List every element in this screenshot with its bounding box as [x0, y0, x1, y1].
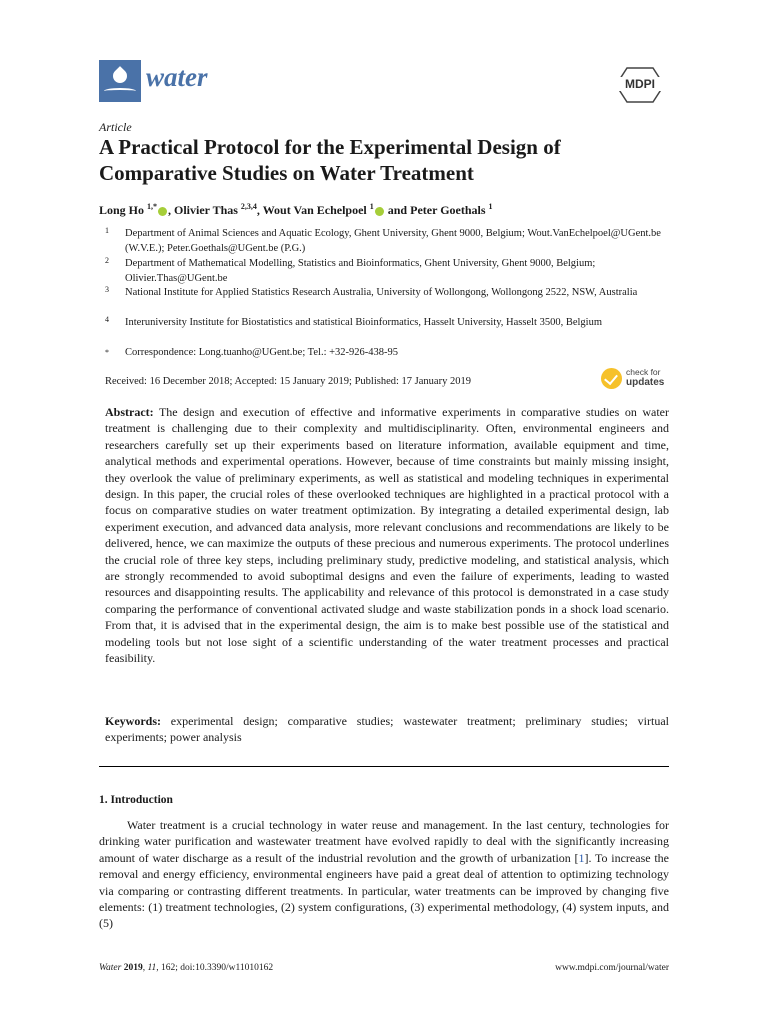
- keywords-text: experimental design; comparative studies; wastewater treatment; preliminary studies; virtual experiments; power analysis: [105, 714, 670, 745]
- journal-name: water: [146, 62, 208, 92]
- footer-citation: Water 2019, 11, 162; doi:10.3390/w11010162: [99, 963, 274, 973]
- author-list: Long Ho $^{1,*}$ , Olivier Thas $^{2,3,4}$, Wout Van Echelpoel $^1$ and Peter Goethals $^1$: [99, 202, 493, 217]
- affiliation-number: 3: [105, 285, 109, 294]
- intro-text-part2: ]. To increase the removal and energy efficiency, environmental engineers have paid a great deal of attention to optimizing technology via comparing or contrasting different treatments. In particular, water treatments can be improved by changing five elements: (1) treatment technologies, (2) system configurations, (3) experimental methodology, (4) system inputs, and (5): [99, 850, 669, 931]
- affiliation-number: 1: [105, 226, 109, 235]
- author-name: Wout Van Echelpoel: [262, 203, 367, 217]
- author-affiliation-marker: 1,*: [147, 202, 158, 211]
- affiliation-number: 2: [105, 256, 109, 265]
- footer-doi: , 162; doi:10.3390/w11010162: [156, 963, 274, 973]
- footer-journal: Water: [99, 963, 122, 973]
- author-name: Olivier Thas: [174, 203, 238, 217]
- abstract: [105, 404, 669, 667]
- section-heading: 1. Introduction: [99, 794, 173, 806]
- correspondence-marker: *: [105, 348, 109, 357]
- affiliation-text: National Institute for Applied Statistics Research Australia, University of Wollongong, Wollongong 2522, NSW, Australia: [125, 287, 638, 298]
- footer-url[interactable]: www.mdpi.com/journal/water: [555, 963, 669, 973]
- intro-text-part1: Water treatment is a crucial technology in water reuse and management. In the last century, technologies for drinking water purification and wastewater treatment have evolved rapidly to deal with the significantly increasing amount of water discharge as a result of the industrial revolution and the growth of urbanization [: [99, 818, 669, 865]
- author-name: Long Ho: [99, 203, 145, 217]
- affiliation-number: 4: [105, 315, 109, 324]
- affiliation-text: Department of Animal Sciences and Aquatic Ecology, Ghent University, Ghent 9000, Belgium; Wout.VanEchelpoel@UGent.be (W.V.E.); Peter.Goethals@UGent.be (P.G.): [125, 228, 661, 254]
- orcid-icon[interactable]: [158, 207, 167, 216]
- checkmark-icon: [601, 368, 622, 389]
- article-type: Article: [99, 120, 132, 134]
- orcid-icon[interactable]: [375, 207, 384, 216]
- check-for-updates-button[interactable]: [601, 366, 671, 390]
- author-name: Peter Goethals: [410, 203, 486, 217]
- abstract-text: The design and execution of effective and informative experiments in comparative studies on water treatment is challenging due to their complexity and multidisciplinarity. Often, environmental engineers and researchers carefully set up their experiments based on literature information, available equipment and time, analytical methods and experimental operations. However, because of time constraints but mainly missing insight, they overlook the value of preliminary experiments, as well as statistical and modeling techniques in experimental design. In this paper, the crucial roles of these overlooked techniques are highlighted in a practical protocol with a focus on comparative studies on water treatment optimization. By integrating a detailed experimental design, lab experiment execution, and advanced data analysis, more relevant conclusions and recommendations are likely to be delivered, hence, we can maximize the outputs of these precious and numerous experiments. The protocol underlines the crucial role of three key steps, including preliminary study, predictive modeling, and statistical analysis, which are strongly recommended to avoid suboptimal designs and even the failure of experiments, leading to wasted resources and disappointing results. The applicability and relevance of this protocol is demonstrated in a case study comparing the performance of conventional activated sludge and waste stabilization ponds in a shock load scenario. From that, it is advised that in the experimental design, the aim is to make best possible use of the statistical and modeling tools but not lose sight of a scientific understanding of the water treatment processes and practical feasibility.: [105, 405, 669, 666]
- section-divider: [99, 766, 669, 767]
- publisher-name: MDPI: [611, 77, 669, 91]
- article-title: A Practical Protocol for the Experimental Design of Comparative Studies on Water Treatment: [99, 135, 561, 185]
- footer-volume: 11: [147, 963, 157, 973]
- intro-paragraph: [99, 817, 669, 932]
- author-affiliation-marker: 2,3,4: [240, 202, 257, 211]
- publication-dates: Received: 16 December 2018; Accepted: 15 January 2019; Published: 17 January 2019: [105, 376, 471, 387]
- publisher-logo: [611, 67, 669, 103]
- affiliation-text: Interuniversity Institute for Biostatistics and statistical Bioinformatics, Hasselt University, Hasselt 3500, Belgium: [125, 317, 602, 328]
- author-affiliation-marker: 1: [369, 202, 374, 211]
- correspondence-text: Correspondence: Long.tuanho@UGent.be; Tel.: +32-926-438-95: [125, 347, 399, 358]
- check-updates-line2: updates: [626, 377, 665, 388]
- keywords-label: Keywords:: [105, 714, 161, 728]
- author-affiliation-marker: 1: [488, 202, 493, 211]
- check-updates-line1: check for: [626, 367, 661, 377]
- affiliation-text: Department of Mathematical Modelling, Statistics and Bioinformatics, Ghent University, Ghent 9000, Belgium; Olivier.Thas@UGent.be: [125, 258, 596, 284]
- abstract-label: Abstract:: [105, 405, 154, 419]
- wave-icon: [104, 88, 136, 94]
- footer-year: 2019: [123, 963, 143, 973]
- citation-link[interactable]: 1: [578, 850, 585, 865]
- keywords: [105, 713, 669, 746]
